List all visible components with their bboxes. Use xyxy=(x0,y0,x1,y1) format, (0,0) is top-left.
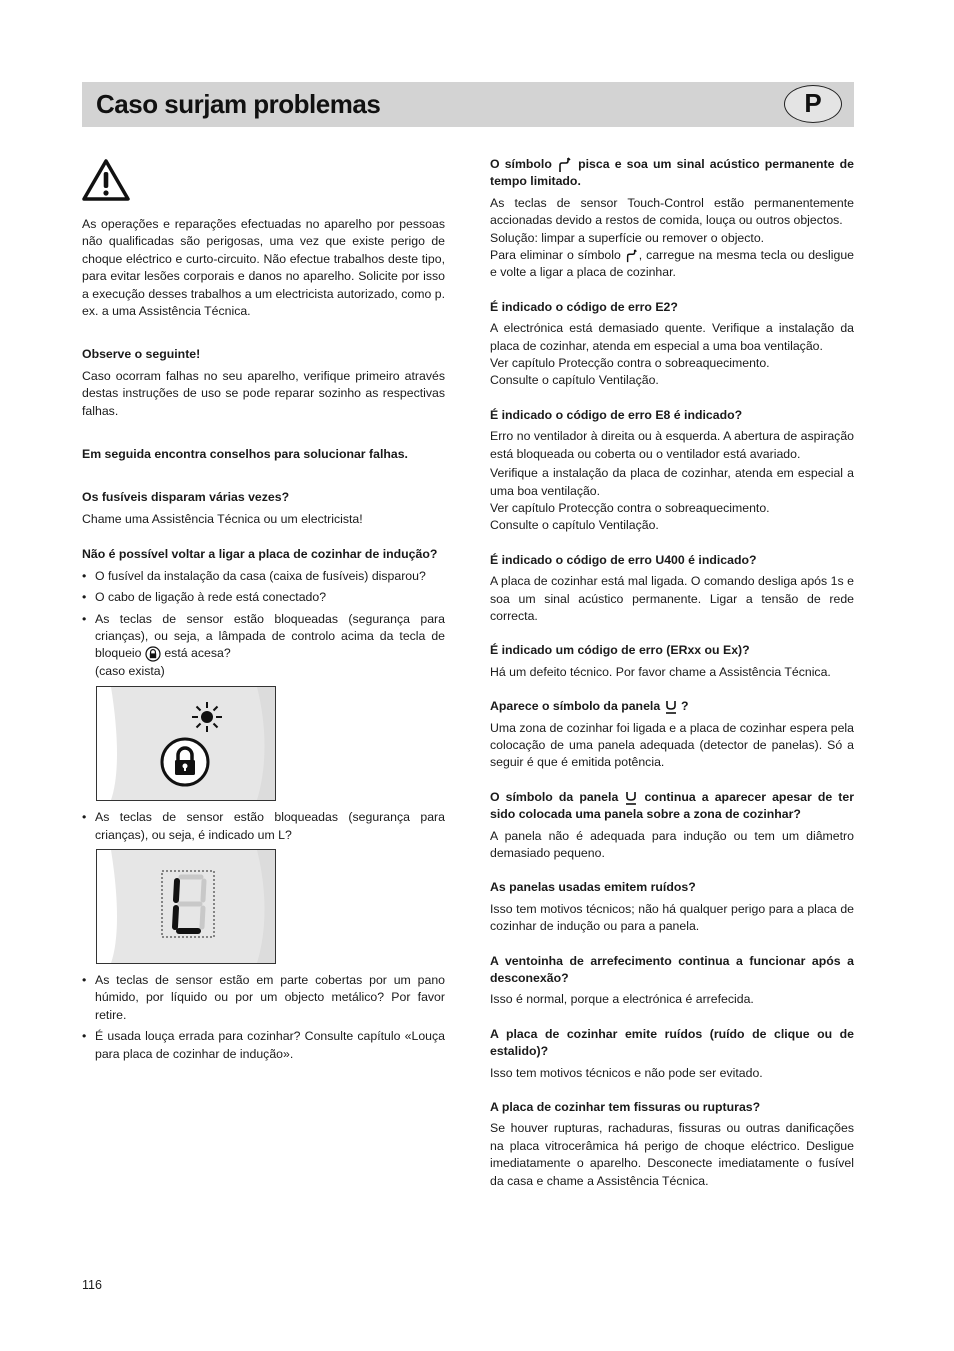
section-text: Consulte o capítulo Ventilação. xyxy=(490,373,659,388)
child-lock-lamp-illustration xyxy=(96,686,276,801)
section-heading: A placa de cozinhar emite ruídos (ruído de clique ou de estalido)? xyxy=(490,1026,854,1059)
section-heading: É indicado o código de erro E8 é indicado? xyxy=(490,407,743,422)
restart-checklist xyxy=(82,568,445,680)
list-item: • O fusível da instalação da casa (caixa de fusíveis) disparou? xyxy=(82,568,445,585)
section-text: Há um defeito técnico. Por favor chame a Assistência Técnica. xyxy=(490,664,831,679)
section-heading: A ventoinha de arrefecimento continua a funcionar após a desconexão? xyxy=(490,953,854,986)
section-text: Verifique a instalação da placa de cozinhar, atenda em especial a uma boa ventilação. xyxy=(490,466,854,498)
section-heading: A placa de cozinhar tem fissuras ou rupturas? xyxy=(490,1100,761,1115)
page-title: Caso surjam problemas xyxy=(96,89,381,119)
page-number: 116 xyxy=(82,1278,102,1292)
observe-heading: Observe o seguinte! xyxy=(82,347,201,362)
warning-triangle-icon xyxy=(82,158,445,206)
sensor-touch-symbol-icon xyxy=(625,249,639,263)
restart-heading: Não é possível voltar a ligar a placa de cozinhar de indução? xyxy=(82,547,438,562)
fuses-text: Chame uma Assistência Técnica ou um electricista! xyxy=(82,511,363,526)
section-text: Consulte o capítulo Ventilação. xyxy=(490,518,659,533)
section-heading: O símbolo da panela continua a aparecer apesar de ter sido colocada uma panela sobre a zona de cozinhar? xyxy=(490,789,854,822)
observe-text: Caso ocorram falhas no seu aparelho, verifique primeiro através destas instruções de uso se pode reparar sozinho as respectivas falhas. xyxy=(82,368,445,418)
section-heading: É indicado um código de erro (ERxx ou Ex)? xyxy=(490,643,750,658)
section-heading: Aparece o símbolo da panela ? xyxy=(490,699,689,714)
section-heading: É indicado o código de erro E2? xyxy=(490,299,678,314)
list-item: • As teclas de sensor estão bloqueadas (segurança para crianças), ou seja, a lâmpada de controlo acima da tecla de bloqueio está acesa? (caso exista) xyxy=(82,611,445,681)
lock-key-icon xyxy=(145,646,161,662)
lock-l-display-illustration xyxy=(96,849,276,964)
section-heading: O símbolo pisca e soa um sinal acústico permanente de tempo limitado. xyxy=(490,157,854,189)
pan-symbol-icon xyxy=(624,790,638,806)
right-column xyxy=(490,156,854,1190)
section-text: Erro no ventilador à direita ou à esquerda. A abertura de aspiração está bloqueada ou coberta ou o ventilador está avariado. xyxy=(490,429,854,461)
section-text: Isso é normal, porque a electrónica é arrefecida. xyxy=(490,992,754,1007)
section-heading: As panelas usadas emitem ruídos? xyxy=(490,880,696,895)
left-column xyxy=(82,158,445,1067)
pan-symbol-icon xyxy=(664,699,678,715)
lamp-lit-icon xyxy=(192,702,222,732)
page-header xyxy=(82,82,854,127)
list-item: • O cabo de ligação à rede está conectado? xyxy=(82,589,445,606)
list-item: • As teclas de sensor estão bloqueadas (segurança para crianças), ou seja, é indicado um L? xyxy=(82,809,445,844)
section-text: Uma zona de cozinhar foi ligada e a placa de cozinhar espera pela colocação de uma panela adequada (detector de panelas). Só a seguir é que é emitida potência. xyxy=(490,720,854,770)
section-text: Se houver rupturas, rachaduras, fissuras ou outras danificações na placa vitrocerâmica há perigo de choque eléctrico. Desligue imediatamente o aparelho. Desconecte imediatamente o fusível da casa e chame a Assistência Técnica. xyxy=(490,1121,854,1188)
advice-heading: Em seguida encontra conselhos para solucionar falhas. xyxy=(82,447,408,462)
section-text: As teclas de sensor Touch-Control estão permanentemente accionadas devido a restos de comida, louça ou outros objectos. xyxy=(490,195,854,228)
lock-key-large-icon xyxy=(162,739,208,785)
section-text: Isso tem motivos técnicos e não pode ser evitado. xyxy=(490,1065,763,1080)
warning-text: As operações e reparações efectuadas no aparelho por pessoas não qualificadas são perigosas, uma vez que existe perigo de choque eléctrico e curto-circuito. Não efectue trabalhos deste tipo, para evitar lesões corporais e danos no aparelho. Solicite por isso a execução desses trabalhos a um electricista autorizado, como p. ex. a uma Assistência Técnica. xyxy=(82,217,445,319)
section-text: A electrónica está demasiado quente. Verifique a instalação da placa de cozinhar, atenda em especial a uma boa ventilação. xyxy=(490,321,854,353)
list-item: • É usada louça errada para cozinhar? Consulte capítulo «Louça para placa de cozinhar de indução». xyxy=(82,1028,445,1063)
fuses-heading: Os fusíveis disparam várias vezes? xyxy=(82,490,290,505)
section-text: A panela não é adequada para indução ou tem um diâmetro demasiado pequeno. xyxy=(490,828,854,860)
section-heading: É indicado o código de erro U400 é indicado? xyxy=(490,552,757,567)
list-item: • As teclas de sensor estão em parte cobertas por um pano húmido, por líquido ou por um objecto metálico? Por favor retire. xyxy=(82,972,445,1024)
covered-sensor-checklist xyxy=(82,972,445,1063)
language-badge: P xyxy=(784,85,842,123)
section-text: Isso tem motivos técnicos; não há qualquer perigo para a placa de cozinhar de indução ou para a panela. xyxy=(490,901,854,934)
section-text: Ver capítulo Protecção contra o sobreaquecimento. xyxy=(490,500,770,515)
section-text: Para eliminar o símbolo , carregue na mesma tecla ou desligue e volte a ligar a placa de cozinhar. xyxy=(490,248,854,280)
lock-checklist xyxy=(82,809,445,844)
section-text: A placa de cozinhar está mal ligada. O comando desliga após 1s e soa um sinal acústico permanente. Ligar a tensão de rede correcta. xyxy=(490,574,854,623)
sensor-touch-symbol-icon xyxy=(557,157,573,173)
section-text: Ver capítulo Protecção contra o sobreaquecimento. xyxy=(490,356,770,371)
section-text: Solução: limpar a superfície ou remover o objecto. xyxy=(490,230,765,245)
